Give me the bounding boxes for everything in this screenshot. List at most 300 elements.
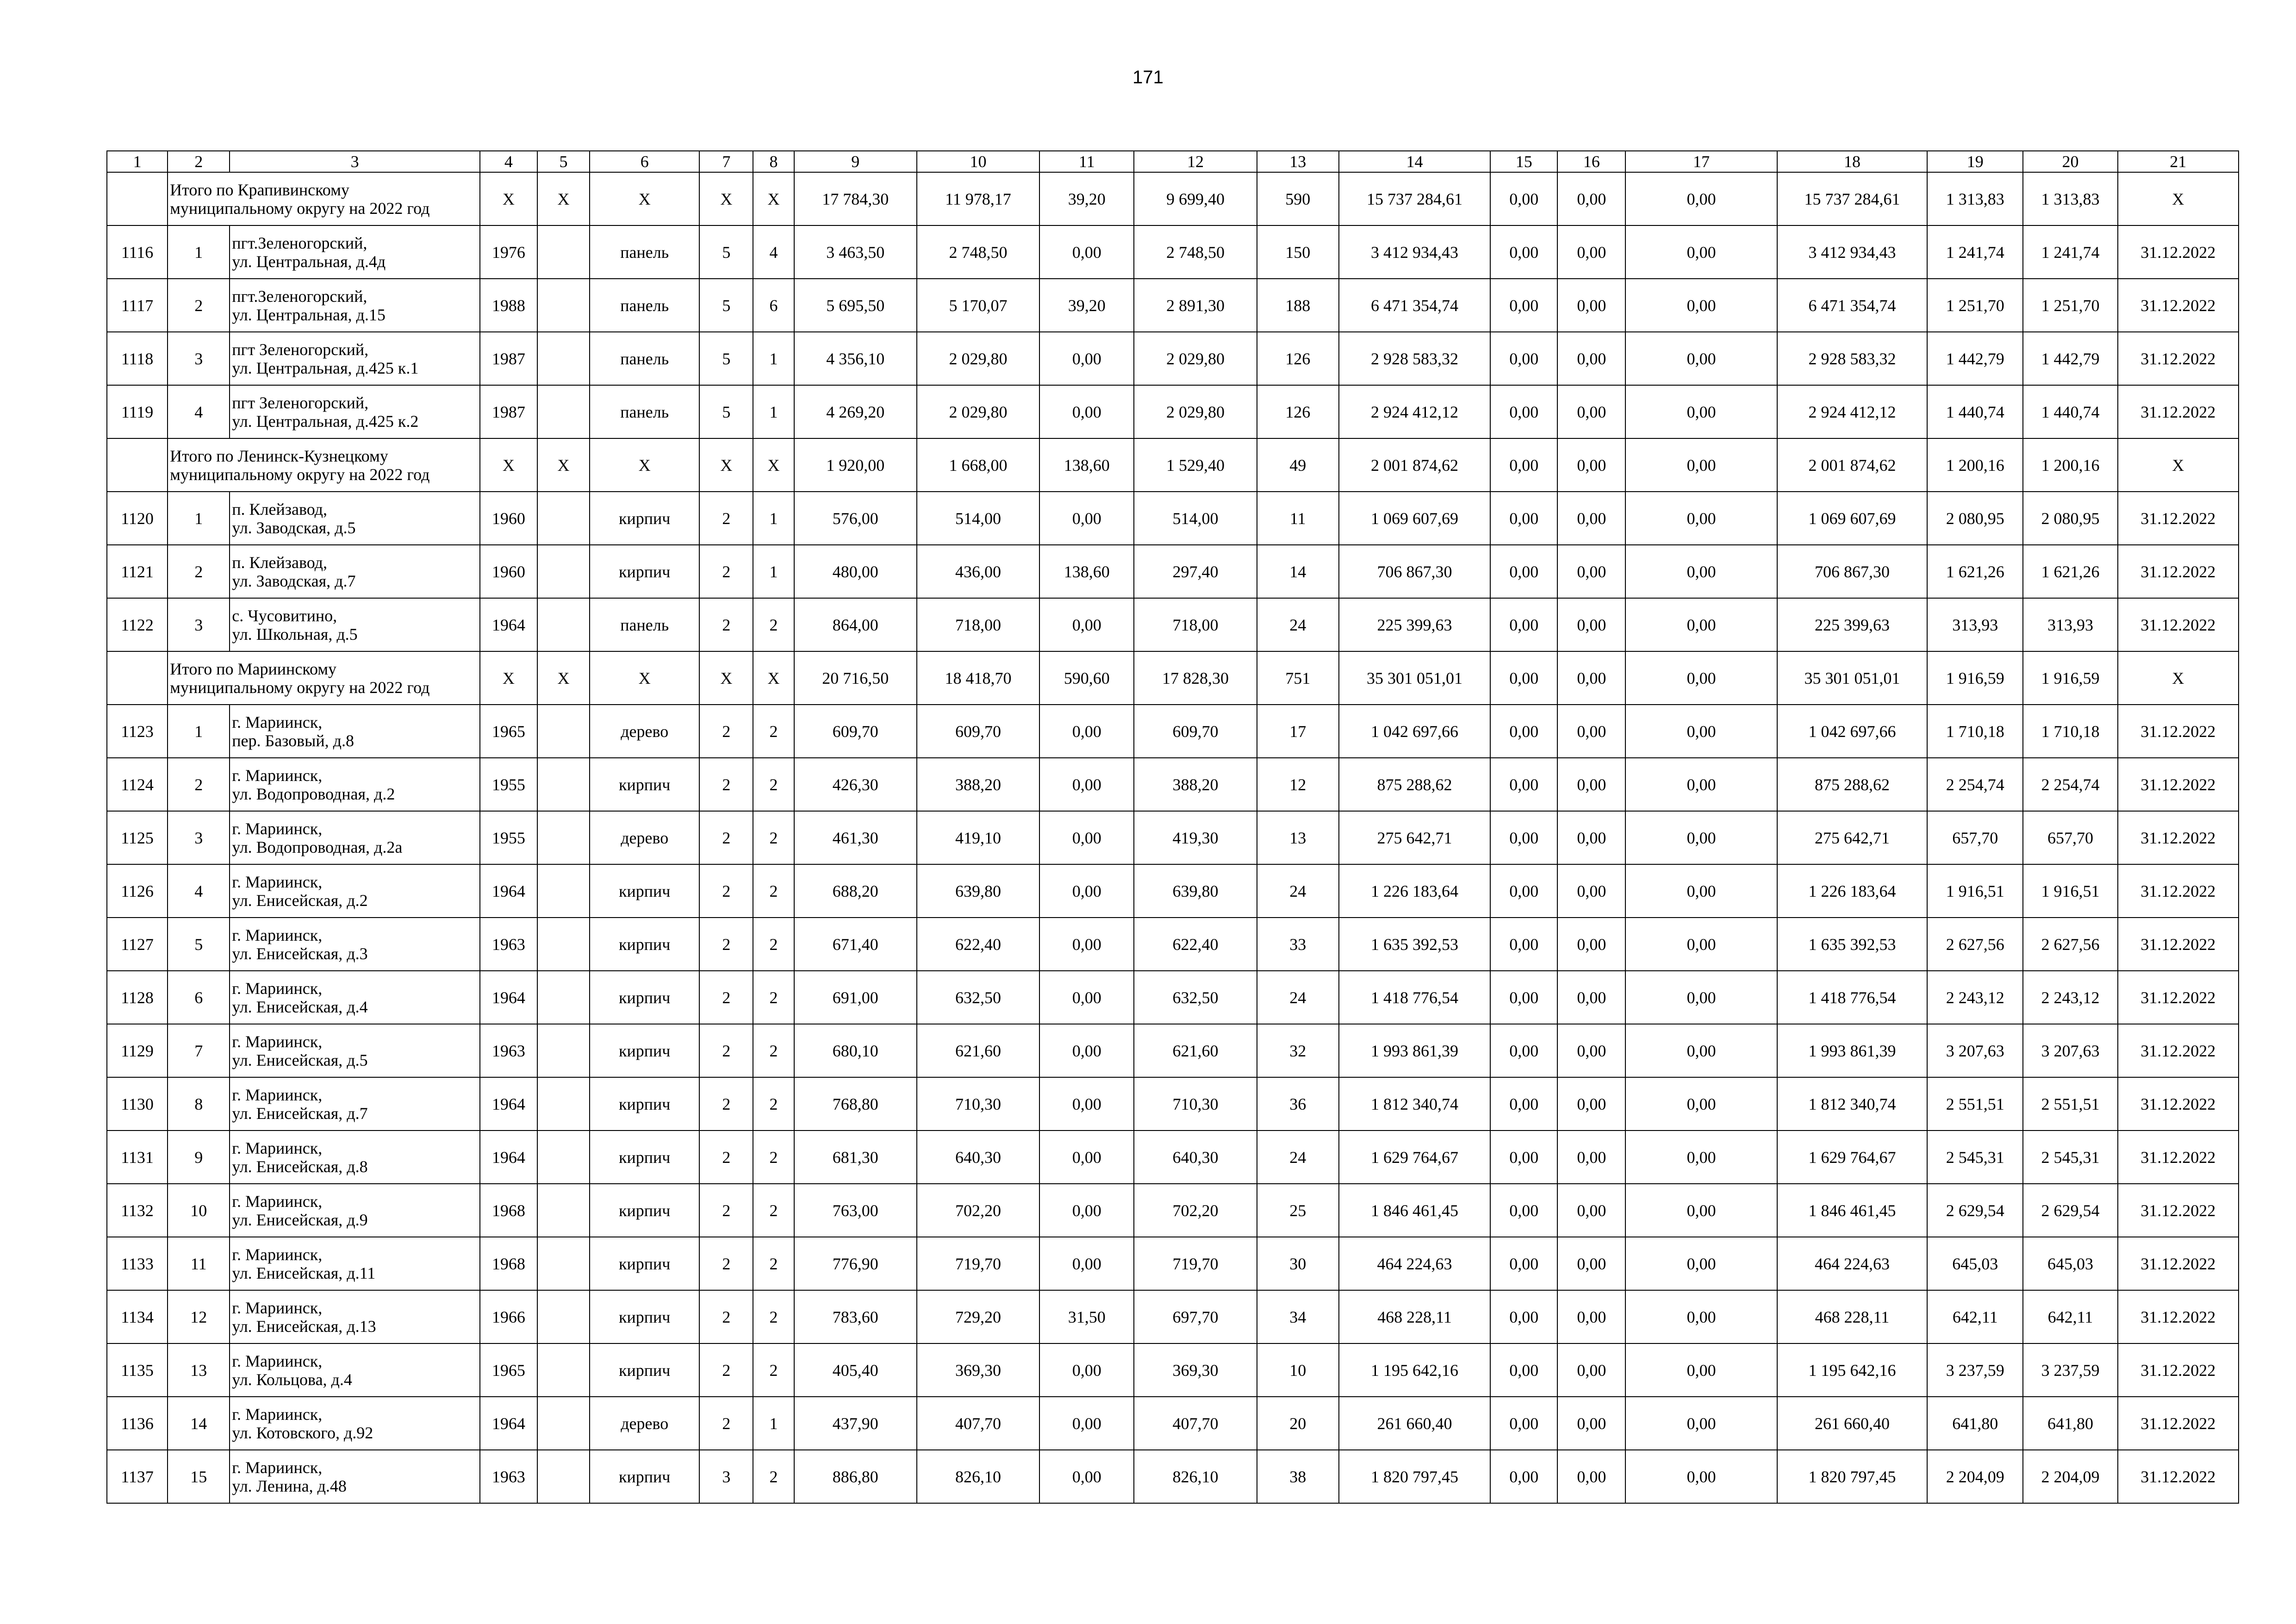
cell-col-9: 4 356,10 — [794, 332, 917, 385]
address-cell — [230, 1450, 480, 1503]
cell-col-14: 275 642,71 — [1339, 811, 1490, 864]
cell-col-17: 0,00 — [1625, 1343, 1777, 1397]
row-number-cell: 1118 — [107, 332, 168, 385]
cell-col-5 — [537, 545, 590, 598]
cell-col-9: 426,30 — [794, 758, 917, 811]
cell-col-7: 2 — [699, 864, 753, 918]
cell-col-13: 24 — [1257, 598, 1339, 651]
cell-col-19: 645,03 — [1927, 1237, 2023, 1290]
cell-col-14: 15 737 284,61 — [1339, 172, 1490, 225]
row-number-cell: 1129 — [107, 1024, 168, 1077]
address-cell — [230, 598, 480, 651]
cell-col-8: 2 — [753, 1131, 794, 1184]
cell-col-14: 1 042 697,66 — [1339, 705, 1490, 758]
address-cell — [230, 1184, 480, 1237]
cell-col-6: дерево — [590, 1397, 699, 1450]
table-row — [107, 279, 2239, 332]
cell-col-18: 2 924 412,12 — [1777, 385, 1927, 438]
cell-col-19: 2 545,31 — [1927, 1131, 2023, 1184]
cell-col-11: 0,00 — [1039, 811, 1134, 864]
address-line: п. Клейзавод, — [232, 500, 327, 518]
cell-col-9: 783,60 — [794, 1290, 917, 1343]
cell-col-15: 0,00 — [1490, 811, 1557, 864]
address-cell — [230, 385, 480, 438]
row-number-cell: 1133 — [107, 1237, 168, 1290]
row-number-cell: 1116 — [107, 225, 168, 279]
cell-col-12: 407,70 — [1134, 1397, 1257, 1450]
cell-col-19: 1 440,74 — [1927, 385, 2023, 438]
cell-col-16: 0,00 — [1557, 332, 1625, 385]
address-cell — [230, 918, 480, 971]
address-line: г. Мариинск, — [232, 1405, 323, 1424]
address-cell — [230, 1397, 480, 1450]
address-line: г. Мариинск, — [232, 1351, 323, 1370]
address-line: ул. Енисейская, д.3 — [232, 944, 368, 963]
cell-col-12: 369,30 — [1134, 1343, 1257, 1397]
address-cell — [230, 758, 480, 811]
cell-col-19: 642,11 — [1927, 1290, 2023, 1343]
cell-col-20: 2 243,12 — [2023, 971, 2117, 1024]
cell-col-10: 18 418,70 — [917, 651, 1039, 705]
cell-col-17: 0,00 — [1625, 332, 1777, 385]
cell-col-15: 0,00 — [1490, 385, 1557, 438]
total-row — [107, 438, 2239, 492]
cell-col-13: 32 — [1257, 1024, 1339, 1077]
cell-col-7: 2 — [699, 758, 753, 811]
cell-col-12: 697,70 — [1134, 1290, 1257, 1343]
cell-col-15: 0,00 — [1490, 705, 1557, 758]
cell-col-6: кирпич — [590, 864, 699, 918]
cell-col-14: 1 820 797,45 — [1339, 1450, 1490, 1503]
total-title-cell — [168, 172, 480, 225]
cell-col-16: 0,00 — [1557, 279, 1625, 332]
cell-col-21: 31.12.2022 — [2118, 758, 2239, 811]
address-line: г. Мариинск, — [232, 925, 323, 944]
cell-col-12: 718,00 — [1134, 598, 1257, 651]
cell-col-18: 261 660,40 — [1777, 1397, 1927, 1450]
cell-col-17: 0,00 — [1625, 1077, 1777, 1131]
cell-col-12: 609,70 — [1134, 705, 1257, 758]
cell-col-14: 1 846 461,45 — [1339, 1184, 1490, 1237]
table-row — [107, 758, 2239, 811]
cell-col-11: 0,00 — [1039, 864, 1134, 918]
cell-col-18: 1 812 340,74 — [1777, 1077, 1927, 1131]
total-title-line: муниципальному округу на 2022 год — [170, 465, 430, 484]
cell-col-7: 5 — [699, 225, 753, 279]
cell-col-10: 729,20 — [917, 1290, 1039, 1343]
cell-col-4: 1955 — [480, 758, 537, 811]
cell-col-5 — [537, 1131, 590, 1184]
cell-col-21: 31.12.2022 — [2118, 971, 2239, 1024]
cell-col-5 — [537, 1024, 590, 1077]
cell-col-10: 640,30 — [917, 1131, 1039, 1184]
address-cell — [230, 811, 480, 864]
row-sub-number-cell: 2 — [168, 545, 230, 598]
cell-col-11: 0,00 — [1039, 332, 1134, 385]
cell-col-17: 0,00 — [1625, 1131, 1777, 1184]
cell-col-16: 0,00 — [1557, 172, 1625, 225]
cell-col-13: 33 — [1257, 918, 1339, 971]
cell-col-19: 2 627,56 — [1927, 918, 2023, 971]
cell-col-6: дерево — [590, 705, 699, 758]
row-sub-number-cell: 9 — [168, 1131, 230, 1184]
cell-col-4: 1960 — [480, 545, 537, 598]
cell-col-4: 1963 — [480, 1450, 537, 1503]
column-number-11: 11 — [1039, 151, 1134, 172]
row-sub-number-cell: 13 — [168, 1343, 230, 1397]
table-row — [107, 492, 2239, 545]
total-title-cell — [168, 651, 480, 705]
cell-col-9: 680,10 — [794, 1024, 917, 1077]
cell-col-17: 0,00 — [1625, 279, 1777, 332]
cell-col-16: 0,00 — [1557, 545, 1625, 598]
cell-col-20: 645,03 — [2023, 1237, 2117, 1290]
address-line: п. Клейзавод, — [232, 553, 327, 572]
address-line: г. Мариинск, — [232, 819, 323, 838]
cell-col-5 — [537, 1077, 590, 1131]
cell-col-4: X — [480, 438, 537, 492]
cell-col-4: 1988 — [480, 279, 537, 332]
row-sub-number-cell: 4 — [168, 385, 230, 438]
cell-col-8: 2 — [753, 705, 794, 758]
cell-col-6: кирпич — [590, 545, 699, 598]
cell-col-4: 1987 — [480, 385, 537, 438]
address-line: г. Мариинск, — [232, 1192, 323, 1211]
cell-col-8: 2 — [753, 1077, 794, 1131]
cell-col-8: 1 — [753, 332, 794, 385]
cell-col-12: 1 529,40 — [1134, 438, 1257, 492]
cell-col-21: 31.12.2022 — [2118, 1343, 2239, 1397]
address-line: пгт Зеленогорский, — [232, 393, 369, 412]
cell-col-16: 0,00 — [1557, 225, 1625, 279]
cell-col-18: 2 001 874,62 — [1777, 438, 1927, 492]
cell-col-16: 0,00 — [1557, 1184, 1625, 1237]
cell-col-9: 1 920,00 — [794, 438, 917, 492]
cell-col-5 — [537, 598, 590, 651]
cell-col-20: 1 916,59 — [2023, 651, 2117, 705]
cell-col-18: 464 224,63 — [1777, 1237, 1927, 1290]
cell-col-21: 31.12.2022 — [2118, 1077, 2239, 1131]
column-number-6: 6 — [590, 151, 699, 172]
cell-col-14: 464 224,63 — [1339, 1237, 1490, 1290]
cell-col-21: 31.12.2022 — [2118, 225, 2239, 279]
cell-col-18: 468 228,11 — [1777, 1290, 1927, 1343]
cell-col-13: 25 — [1257, 1184, 1339, 1237]
cell-col-7: 2 — [699, 492, 753, 545]
row-sub-number-cell: 12 — [168, 1290, 230, 1343]
column-number-row — [107, 151, 2239, 172]
address-line: ул. Кольцова, д.4 — [232, 1370, 352, 1389]
column-number-7: 7 — [699, 151, 753, 172]
cell-col-11: 0,00 — [1039, 1450, 1134, 1503]
column-number-8: 8 — [753, 151, 794, 172]
cell-col-11: 0,00 — [1039, 971, 1134, 1024]
cell-col-9: 688,20 — [794, 864, 917, 918]
cell-col-21: 31.12.2022 — [2118, 1024, 2239, 1077]
cell-col-9: 576,00 — [794, 492, 917, 545]
cell-col-17: 0,00 — [1625, 1290, 1777, 1343]
cell-col-9: 461,30 — [794, 811, 917, 864]
column-number-18: 18 — [1777, 151, 1927, 172]
column-number-9: 9 — [794, 151, 917, 172]
cell-col-17: 0,00 — [1625, 1237, 1777, 1290]
table-row — [107, 1024, 2239, 1077]
cell-col-19: 1 916,59 — [1927, 651, 2023, 705]
address-line: г. Мариинск, — [232, 1138, 323, 1157]
cell-col-11: 0,00 — [1039, 758, 1134, 811]
cell-col-8: 2 — [753, 1290, 794, 1343]
cell-col-6: кирпич — [590, 1184, 699, 1237]
cell-col-5 — [537, 279, 590, 332]
cell-col-15: 0,00 — [1490, 1131, 1557, 1184]
cell-col-5 — [537, 811, 590, 864]
table-row — [107, 1184, 2239, 1237]
cell-col-19: 657,70 — [1927, 811, 2023, 864]
address-line: ул. Енисейская, д.8 — [232, 1157, 368, 1176]
cell-col-8: 1 — [753, 385, 794, 438]
cell-col-14: 6 471 354,74 — [1339, 279, 1490, 332]
address-line: г. Мариинск, — [232, 1032, 323, 1051]
cell-col-16: 0,00 — [1557, 1077, 1625, 1131]
cell-col-6: кирпич — [590, 1450, 699, 1503]
cell-col-21: 31.12.2022 — [2118, 1450, 2239, 1503]
table-row — [107, 1343, 2239, 1397]
cell-col-14: 225 399,63 — [1339, 598, 1490, 651]
cell-col-15: 0,00 — [1490, 598, 1557, 651]
table-row — [107, 1450, 2239, 1503]
cell-col-4: 1960 — [480, 492, 537, 545]
cell-col-18: 2 928 583,32 — [1777, 332, 1927, 385]
cell-col-9: 768,80 — [794, 1077, 917, 1131]
cell-col-11: 0,00 — [1039, 1077, 1134, 1131]
cell-col-19: 2 204,09 — [1927, 1450, 2023, 1503]
column-number-16: 16 — [1557, 151, 1625, 172]
address-line: ул. Водопроводная, д.2а — [232, 837, 403, 856]
cell-col-15: 0,00 — [1490, 225, 1557, 279]
row-number-cell: 1131 — [107, 1131, 168, 1184]
address-line: г. Мариинск, — [232, 872, 323, 891]
cell-col-12: 297,40 — [1134, 545, 1257, 598]
cell-col-18: 1 042 697,66 — [1777, 705, 1927, 758]
address-cell — [230, 705, 480, 758]
cell-col-11: 0,00 — [1039, 1184, 1134, 1237]
total-title-cell — [168, 438, 480, 492]
address-line: ул. Центральная, д.15 — [232, 305, 386, 324]
column-number-3: 3 — [230, 151, 480, 172]
cell-col-19: 1 621,26 — [1927, 545, 2023, 598]
cell-col-11: 0,00 — [1039, 598, 1134, 651]
cell-col-9: 681,30 — [794, 1131, 917, 1184]
cell-col-10: 719,70 — [917, 1237, 1039, 1290]
cell-col-5 — [537, 1397, 590, 1450]
cell-col-7: 2 — [699, 918, 753, 971]
cell-col-11: 0,00 — [1039, 1131, 1134, 1184]
cell-col-5 — [537, 492, 590, 545]
cell-col-16: 0,00 — [1557, 918, 1625, 971]
cell-col-10: 407,70 — [917, 1397, 1039, 1450]
cell-col-8: X — [753, 651, 794, 705]
cell-col-6: X — [590, 172, 699, 225]
row-sub-number-cell: 10 — [168, 1184, 230, 1237]
address-line: г. Мариинск, — [232, 1085, 323, 1104]
cell-col-12: 710,30 — [1134, 1077, 1257, 1131]
row-sub-number-cell: 7 — [168, 1024, 230, 1077]
cell-col-4: X — [480, 651, 537, 705]
row-sub-number-cell: 6 — [168, 971, 230, 1024]
cell-col-11: 590,60 — [1039, 651, 1134, 705]
cell-col-12: 9 699,40 — [1134, 172, 1257, 225]
cell-col-15: 0,00 — [1490, 1237, 1557, 1290]
total-row — [107, 651, 2239, 705]
cell-col-16: 0,00 — [1557, 492, 1625, 545]
cell-col-15: 0,00 — [1490, 1290, 1557, 1343]
cell-col-15: 0,00 — [1490, 492, 1557, 545]
cell-col-20: 313,93 — [2023, 598, 2117, 651]
cell-col-18: 1 069 607,69 — [1777, 492, 1927, 545]
cell-col-11: 0,00 — [1039, 1343, 1134, 1397]
cell-col-18: 6 471 354,74 — [1777, 279, 1927, 332]
address-line: с. Чусовитино, — [232, 606, 337, 625]
address-line: г. Мариинск, — [232, 766, 323, 785]
cell-col-8: 2 — [753, 811, 794, 864]
cell-col-18: 225 399,63 — [1777, 598, 1927, 651]
cell-col-1 — [107, 172, 168, 225]
cell-col-13: 20 — [1257, 1397, 1339, 1450]
cell-col-18: 1 635 392,53 — [1777, 918, 1927, 971]
column-number-17: 17 — [1625, 151, 1777, 172]
cell-col-10: 632,50 — [917, 971, 1039, 1024]
cell-col-19: 1 313,83 — [1927, 172, 2023, 225]
table-row — [107, 545, 2239, 598]
table-row — [107, 385, 2239, 438]
cell-col-5 — [537, 1450, 590, 1503]
cell-col-20: 1 241,74 — [2023, 225, 2117, 279]
cell-col-13: 24 — [1257, 971, 1339, 1024]
address-line: ул. Центральная, д.425 к.1 — [232, 358, 419, 377]
cell-col-11: 138,60 — [1039, 438, 1134, 492]
cell-col-13: 751 — [1257, 651, 1339, 705]
cell-col-8: 2 — [753, 918, 794, 971]
cell-col-17: 0,00 — [1625, 705, 1777, 758]
cell-col-13: 34 — [1257, 1290, 1339, 1343]
table-row — [107, 225, 2239, 279]
cell-col-8: 2 — [753, 758, 794, 811]
cell-col-21: 31.12.2022 — [2118, 864, 2239, 918]
cell-col-19: 1 251,70 — [1927, 279, 2023, 332]
address-line: ул. Центральная, д.425 к.2 — [232, 412, 419, 431]
cell-col-16: 0,00 — [1557, 971, 1625, 1024]
cell-col-4: 1963 — [480, 918, 537, 971]
total-title-line: Итого по Ленинск-Кузнецкому — [170, 446, 388, 465]
cell-col-18: 1 418 776,54 — [1777, 971, 1927, 1024]
cell-col-17: 0,00 — [1625, 172, 1777, 225]
cell-col-6: кирпич — [590, 492, 699, 545]
cell-col-15: 0,00 — [1490, 1450, 1557, 1503]
cell-col-15: 0,00 — [1490, 971, 1557, 1024]
cell-col-17: 0,00 — [1625, 811, 1777, 864]
row-sub-number-cell: 1 — [168, 492, 230, 545]
cell-col-10: 639,80 — [917, 864, 1039, 918]
cell-col-20: 2 629,54 — [2023, 1184, 2117, 1237]
table-row — [107, 1077, 2239, 1131]
cell-col-20: 2 551,51 — [2023, 1077, 2117, 1131]
cell-col-20: 2 254,74 — [2023, 758, 2117, 811]
cell-col-20: 2 080,95 — [2023, 492, 2117, 545]
cell-col-16: 0,00 — [1557, 1397, 1625, 1450]
cell-col-6: кирпич — [590, 918, 699, 971]
cell-col-7: 5 — [699, 279, 753, 332]
address-line: ул. Енисейская, д.4 — [232, 997, 368, 1016]
cell-col-19: 1 442,79 — [1927, 332, 2023, 385]
cell-col-20: 3 207,63 — [2023, 1024, 2117, 1077]
cell-col-20: 1 200,16 — [2023, 438, 2117, 492]
cell-col-11: 0,00 — [1039, 225, 1134, 279]
cell-col-17: 0,00 — [1625, 1450, 1777, 1503]
address-line: ул. Ленина, д.48 — [232, 1476, 347, 1495]
cell-col-20: 1 313,83 — [2023, 172, 2117, 225]
cell-col-4: 1966 — [480, 1290, 537, 1343]
column-number-4: 4 — [480, 151, 537, 172]
cell-col-8: 2 — [753, 598, 794, 651]
cell-col-21: X — [2118, 651, 2239, 705]
cell-col-15: 0,00 — [1490, 1397, 1557, 1450]
cell-col-6: кирпич — [590, 1237, 699, 1290]
cell-col-7: 2 — [699, 811, 753, 864]
cell-col-13: 24 — [1257, 1131, 1339, 1184]
cell-col-7: 2 — [699, 1343, 753, 1397]
cell-col-19: 2 254,74 — [1927, 758, 2023, 811]
cell-col-20: 3 237,59 — [2023, 1343, 2117, 1397]
cell-col-16: 0,00 — [1557, 385, 1625, 438]
cell-col-21: 31.12.2022 — [2118, 598, 2239, 651]
cell-col-6: X — [590, 651, 699, 705]
cell-col-14: 1 812 340,74 — [1339, 1077, 1490, 1131]
cell-col-20: 641,80 — [2023, 1397, 2117, 1450]
cell-col-19: 2 080,95 — [1927, 492, 2023, 545]
cell-col-9: 609,70 — [794, 705, 917, 758]
cell-col-17: 0,00 — [1625, 758, 1777, 811]
cell-col-19: 313,93 — [1927, 598, 2023, 651]
address-cell — [230, 492, 480, 545]
cell-col-11: 0,00 — [1039, 918, 1134, 971]
table-row — [107, 1237, 2239, 1290]
table-row — [107, 332, 2239, 385]
cell-col-10: 826,10 — [917, 1450, 1039, 1503]
row-sub-number-cell: 11 — [168, 1237, 230, 1290]
cell-col-10: 369,30 — [917, 1343, 1039, 1397]
column-number-15: 15 — [1490, 151, 1557, 172]
cell-col-11: 39,20 — [1039, 172, 1134, 225]
cell-col-16: 0,00 — [1557, 705, 1625, 758]
address-cell — [230, 1131, 480, 1184]
cell-col-10: 1 668,00 — [917, 438, 1039, 492]
housing-register-table — [106, 150, 2239, 1504]
column-number-14: 14 — [1339, 151, 1490, 172]
row-number-cell: 1121 — [107, 545, 168, 598]
cell-col-19: 2 243,12 — [1927, 971, 2023, 1024]
cell-col-5 — [537, 385, 590, 438]
row-sub-number-cell: 1 — [168, 225, 230, 279]
cell-col-11: 31,50 — [1039, 1290, 1134, 1343]
cell-col-9: 20 716,50 — [794, 651, 917, 705]
cell-col-12: 826,10 — [1134, 1450, 1257, 1503]
cell-col-10: 2 029,80 — [917, 332, 1039, 385]
cell-col-9: 405,40 — [794, 1343, 917, 1397]
cell-col-7: 2 — [699, 1237, 753, 1290]
cell-col-17: 0,00 — [1625, 385, 1777, 438]
row-number-cell: 1135 — [107, 1343, 168, 1397]
address-line: ул. Водопроводная, д.2 — [232, 784, 395, 803]
